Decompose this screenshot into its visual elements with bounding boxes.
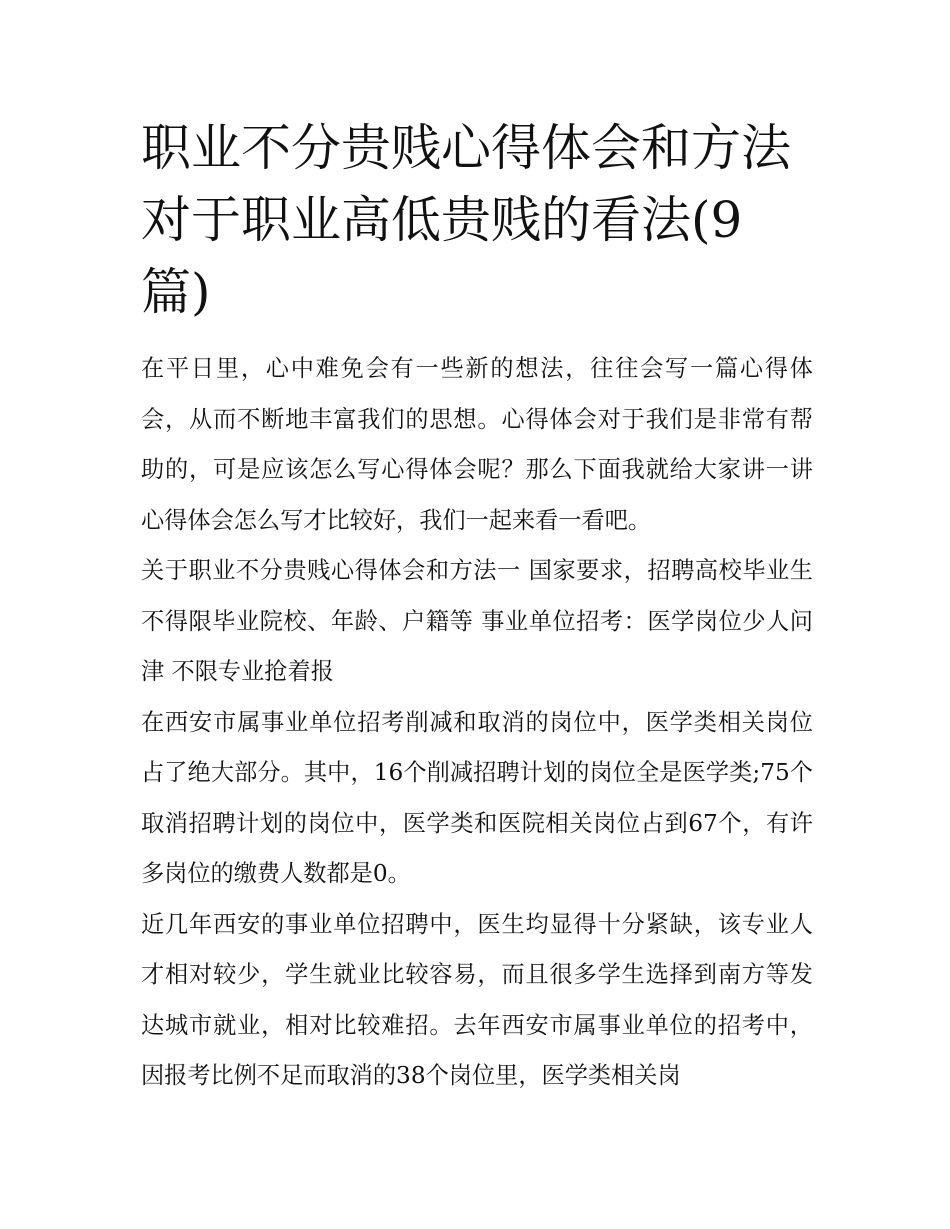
- paragraph-xian-positions: 在西安市属事业单位招考削减和取消的岗位中，医学类相关岗位占了绝大部分。其中，16个削减招聘计划的岗位全是医学类;75个取消招聘计划的岗位中，医学类和医院相关岗位占到67个，有许多岗位的缴费人数都是0。: [141, 708, 813, 887]
- document-page: [141, 112, 813, 1102]
- paragraph-recruitment: 近几年西安的事业单位招聘中，医生均显得十分紧缺，该专业人才相对较少，学生就业比较容易，而且很多学生选择到南方等发达城市就业，相对比较难招。去年西安市属事业单位的招考中，因报考比例不足而取消的38个岗位里，医学类相关岗: [141, 910, 813, 1089]
- paragraph-section-one: 关于职业不分贵贱心得体会和方法一 国家要求，招聘高校毕业生不得限毕业院校、年龄、户籍等 事业单位招考：医学岗位少人问津 不限专业抢着报: [141, 557, 813, 685]
- document-body: [141, 344, 813, 1102]
- document-title: 职业不分贵贱心得体会和方法对于职业高低贵贱的看法(9篇): [141, 119, 791, 321]
- paragraph-intro: 在平日里，心中难免会有一些新的想法，往往会写一篇心得体会，从而不断地丰富我们的思想。心得体会对于我们是非常有帮助的，可是应该怎么写心得体会呢？那么下面我就给大家讲一讲心得体会怎么写才比较好，我们一起来看一看吧。: [141, 355, 813, 534]
